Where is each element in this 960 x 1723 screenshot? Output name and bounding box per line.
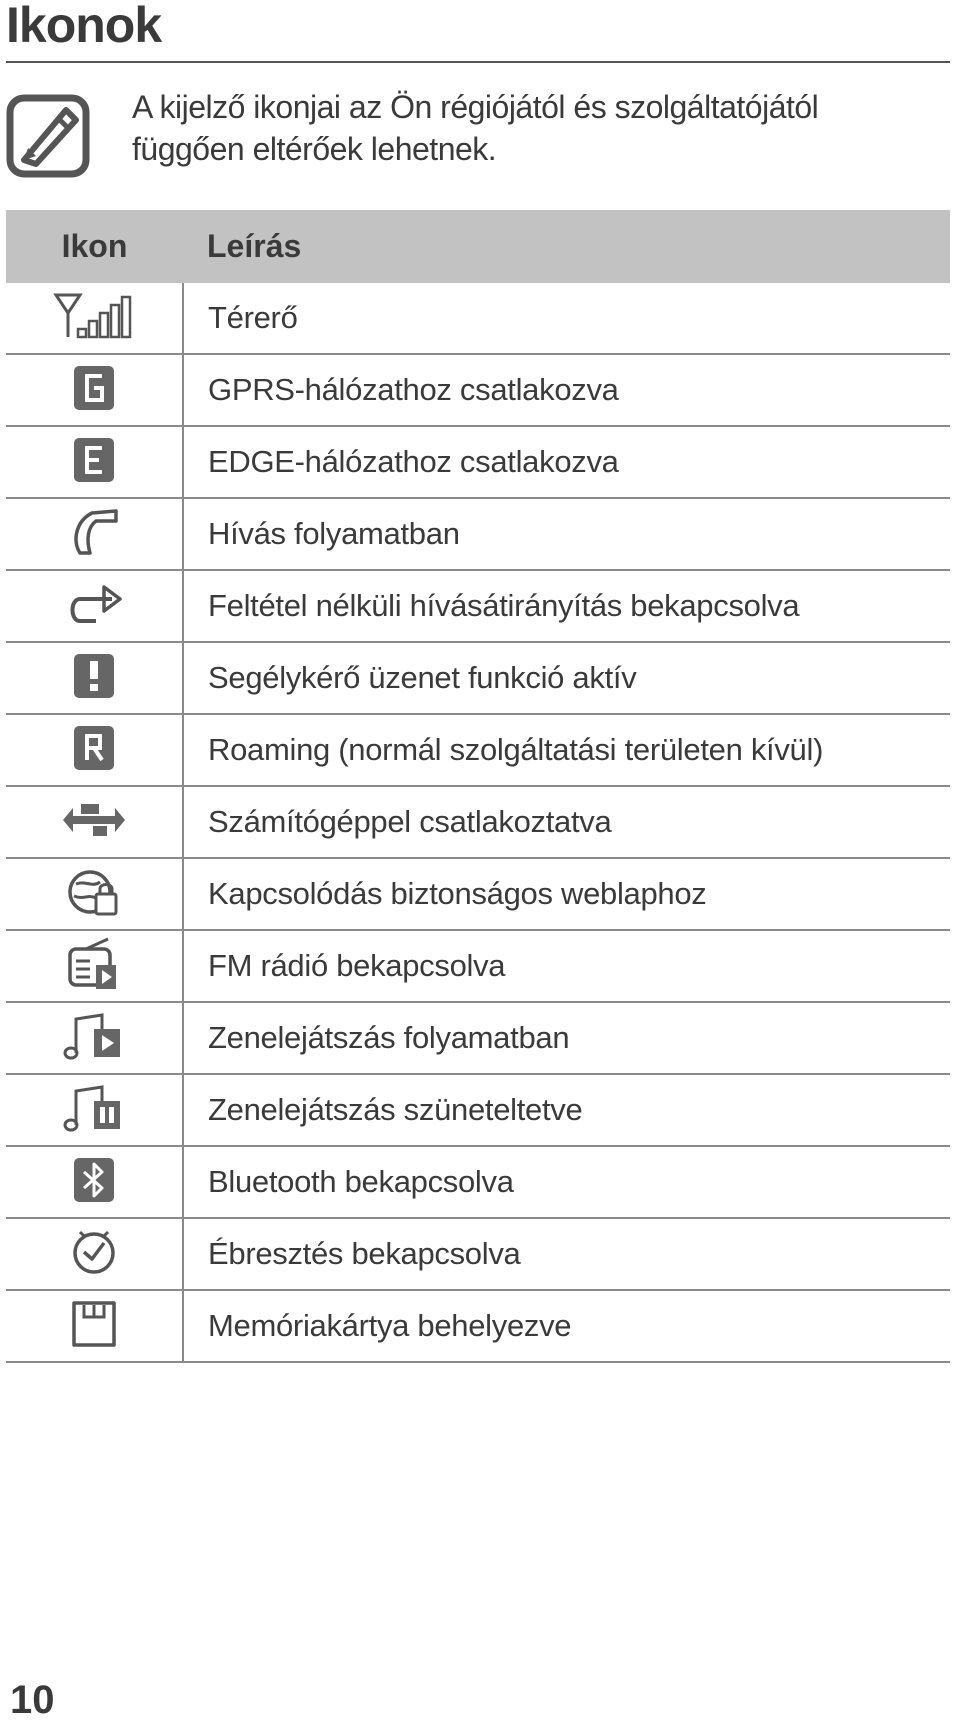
table-row [6, 1290, 950, 1362]
row-label: Számítógéppel csatlakoztatva [183, 786, 950, 858]
table-row [6, 1146, 950, 1218]
alarm-icon [70, 1228, 118, 1281]
note-icon [6, 94, 90, 178]
table-row [6, 426, 950, 498]
table-row [6, 498, 950, 570]
sos-message-icon [72, 652, 116, 705]
page-number: 10 [10, 1678, 55, 1722]
icon-table [6, 210, 950, 1363]
secure-web-icon [66, 866, 122, 923]
pc-connection-icon [59, 798, 129, 847]
table-row [6, 1002, 950, 1074]
table-row [6, 570, 950, 642]
roaming-icon [72, 724, 116, 777]
row-label: Bluetooth bekapcsolva [183, 1146, 950, 1218]
row-label: Ébresztés bekapcsolva [183, 1218, 950, 1290]
column-header-description: Leírás [183, 210, 950, 283]
page-title: Ikonok [6, 0, 162, 53]
table-row [6, 1218, 950, 1290]
note-text: A kijelző ikonjai az Ön régiójától és szolgáltatójától függően eltérőek lehetnek. [132, 89, 819, 167]
row-label: Roaming (normál szolgáltatási területen kívül) [183, 714, 950, 786]
table-row [6, 354, 950, 426]
table-row [6, 283, 950, 354]
memory-card-icon [70, 1299, 118, 1354]
row-label: Zenelejátszás folyamatban [183, 1002, 950, 1074]
row-label: EDGE-hálózathoz csatlakozva [183, 426, 950, 498]
call-divert-icon [62, 579, 126, 634]
gprs-icon [72, 364, 116, 417]
music-pause-icon [62, 1083, 126, 1138]
title-divider [6, 61, 950, 63]
table-row [6, 786, 950, 858]
row-label: GPRS-hálózathoz csatlakozva [183, 354, 950, 426]
table-row [6, 1074, 950, 1146]
call-icon [66, 507, 122, 562]
table-row [6, 642, 950, 714]
signal-strength-icon [52, 291, 136, 346]
row-label: Memóriakártya behelyezve [183, 1290, 950, 1362]
row-label: FM rádió bekapcsolva [183, 930, 950, 1002]
edge-icon [72, 436, 116, 489]
table-row [6, 930, 950, 1002]
row-label: Térerő [183, 283, 950, 354]
row-label: Hívás folyamatban [183, 498, 950, 570]
table-row [6, 714, 950, 786]
row-label: Kapcsolódás biztonságos weblaphoz [183, 858, 950, 930]
table-header-row [6, 210, 950, 283]
table-row [6, 858, 950, 930]
row-label: Segélykérő üzenet funkció aktív [183, 642, 950, 714]
row-label: Feltétel nélküli hívásátirányítás bekapcsolva [183, 570, 950, 642]
bluetooth-icon [72, 1156, 116, 1209]
column-header-icon: Ikon [6, 210, 183, 283]
music-play-icon [62, 1011, 126, 1066]
fm-radio-icon [66, 937, 122, 996]
row-label: Zenelejátszás szüneteltetve [183, 1074, 950, 1146]
